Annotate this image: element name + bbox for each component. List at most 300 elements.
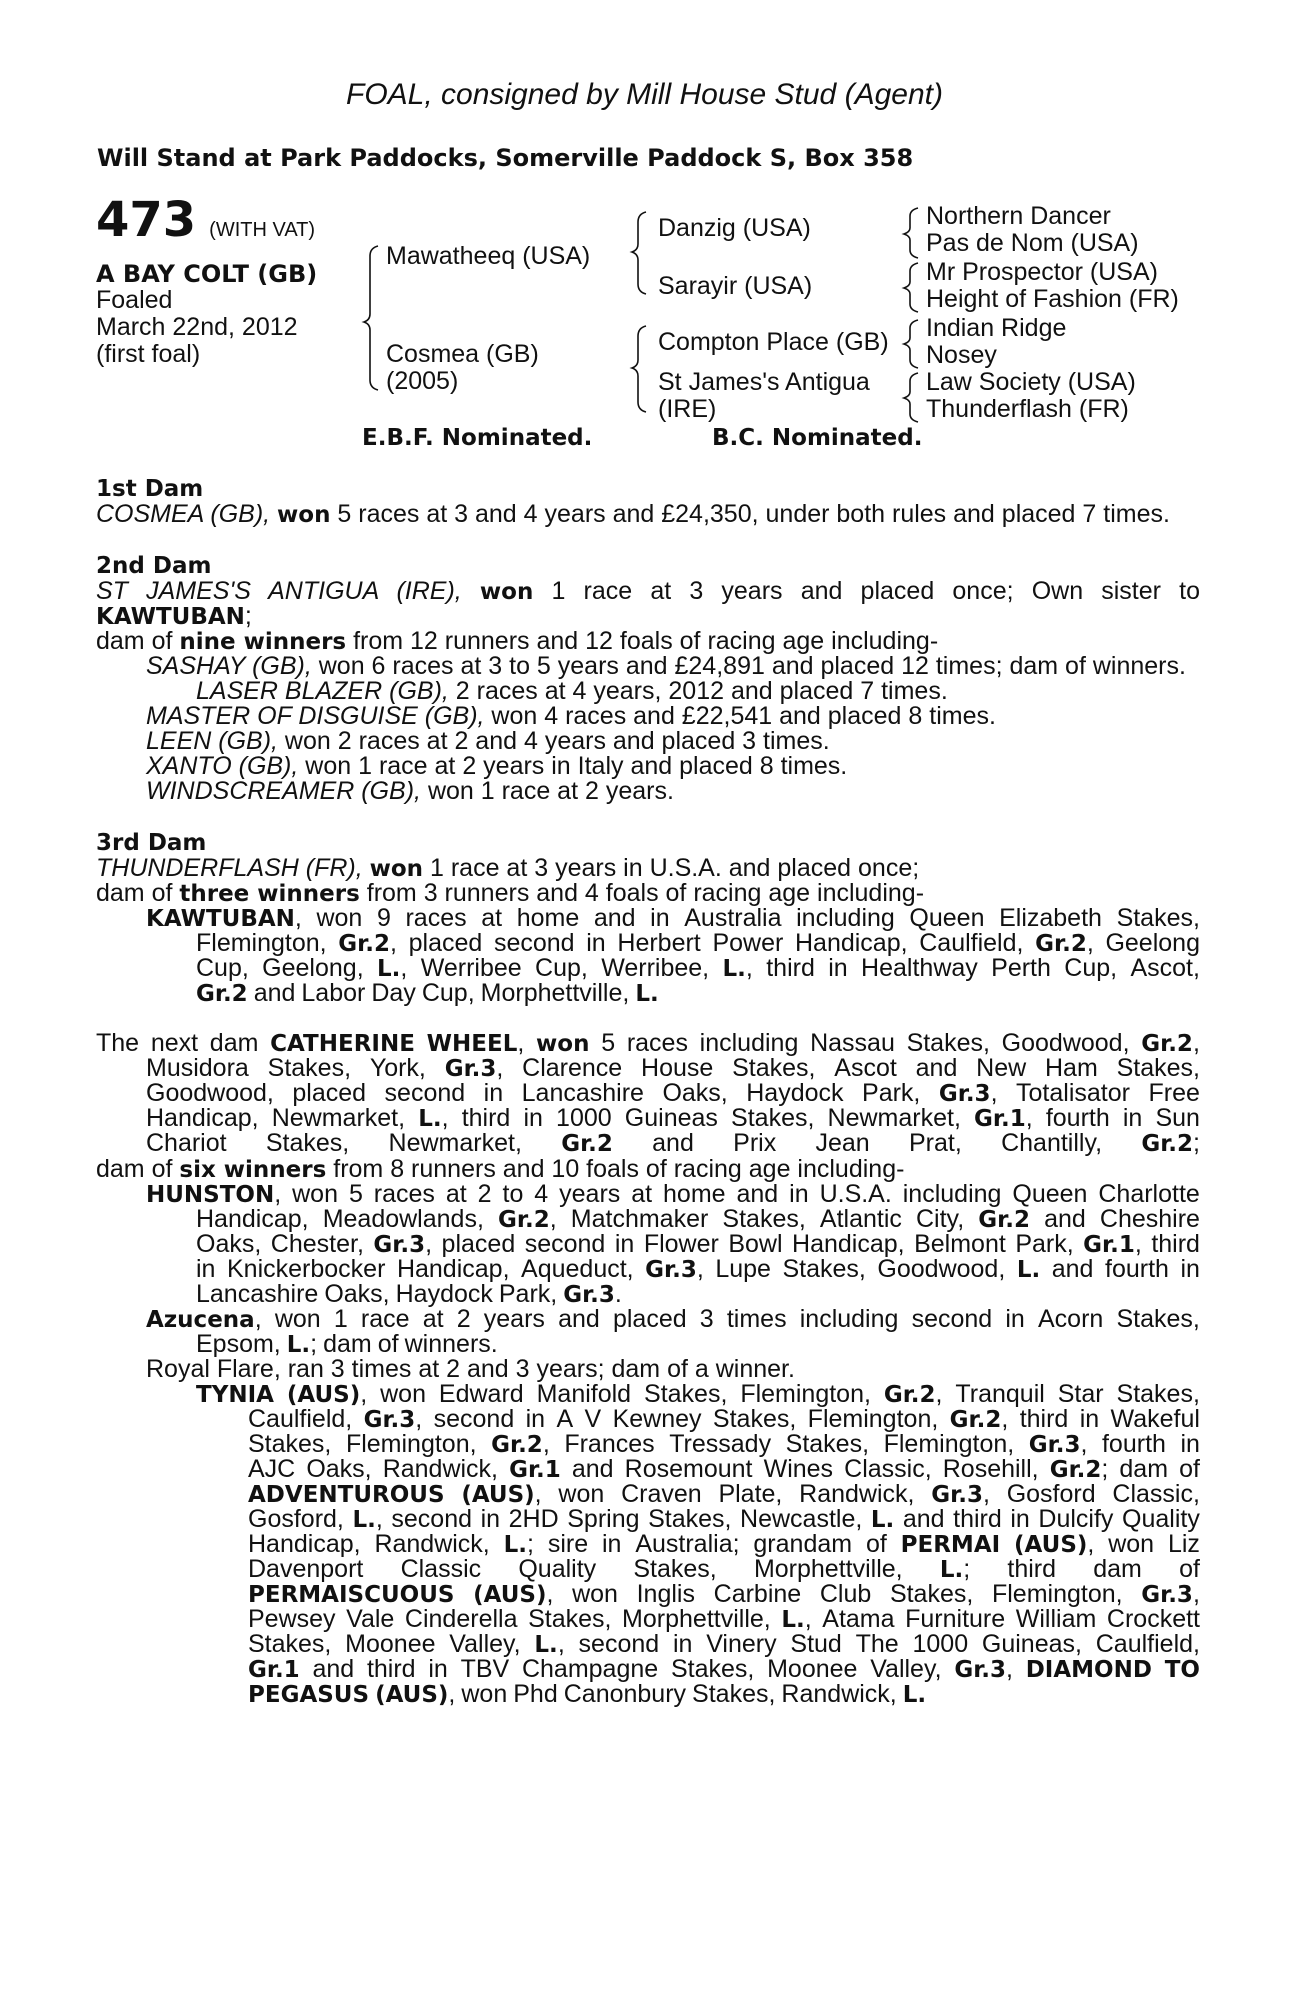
- text: years: [559, 1180, 621, 1208]
- text: Manifold: [536, 1380, 632, 1408]
- text: Chantilly,: [1001, 1129, 1103, 1157]
- word: [377, 906, 391, 932]
- text: Handicap,: [396, 1255, 510, 1283]
- text: in: [789, 1180, 809, 1208]
- word: [401, 1557, 482, 1583]
- text: won: [1108, 1530, 1155, 1558]
- text: City,: [916, 1205, 965, 1233]
- text: Stakes,: [248, 1430, 332, 1458]
- text: Randwick,: [374, 1530, 490, 1558]
- dam-of-post: from 12 runners and 12 foals of racing age including-: [346, 627, 939, 655]
- text: Tressady: [669, 1430, 772, 1458]
- lot-name: A BAY COLT (GB): [96, 260, 318, 288]
- text: U.S.A.: [819, 1180, 892, 1208]
- text: Club: [819, 1580, 872, 1608]
- word: [781, 1682, 896, 1708]
- text: ,: [534, 1480, 542, 1508]
- text: Australia: [684, 904, 782, 932]
- text: of: [1179, 1455, 1200, 1483]
- text: Handicap,: [248, 1530, 361, 1558]
- text: ,: [360, 1380, 368, 1408]
- third-dam-name: THUNDERFLASH (FR),: [96, 854, 363, 882]
- text: Craven: [621, 1480, 702, 1508]
- text: Park,: [1015, 1230, 1074, 1258]
- bold-text: PERMAISCUOUS: [248, 1582, 455, 1608]
- second-dam-line-1: [96, 579, 1200, 605]
- first-dam-name: COSMEA (GB),: [96, 500, 271, 528]
- text: Oaks,: [662, 1079, 728, 1107]
- text: Labor: [301, 979, 366, 1007]
- text: ,: [542, 1430, 550, 1458]
- text: and: [571, 1455, 614, 1483]
- text: ,: [935, 1380, 943, 1408]
- text: dam: [1093, 1555, 1142, 1583]
- text: Goodwood,: [877, 1255, 1006, 1283]
- text: 2HD: [508, 1505, 559, 1533]
- bold-text: Gr.2: [978, 1207, 1030, 1233]
- bold-text: L.: [534, 1632, 558, 1658]
- text: ,: [1001, 1405, 1009, 1433]
- text: Stakes,: [722, 1205, 806, 1233]
- text: at: [422, 1305, 444, 1333]
- text: at: [481, 904, 503, 932]
- text: Stakes,: [712, 1405, 797, 1433]
- second-dam-name: ST JAMES'S ANTIGUA (IRE),: [96, 577, 462, 605]
- first-dam-won: won: [277, 502, 331, 528]
- word: [602, 1532, 621, 1558]
- text: third: [1019, 1405, 1069, 1433]
- bold-text: Gr.2: [491, 1432, 543, 1458]
- text: Newmarket,: [827, 1104, 961, 1132]
- text: third: [766, 954, 815, 982]
- bold-text: TO: [1164, 1657, 1200, 1683]
- text: won: [461, 1680, 508, 1708]
- text: second: [524, 1230, 606, 1258]
- bold-text: KAWTUBAN: [146, 906, 295, 932]
- text: 2: [477, 1180, 492, 1208]
- text: Spring: [567, 1505, 640, 1533]
- text: Meadowlands,: [322, 1205, 484, 1233]
- bold-text: WHEEL: [426, 1031, 518, 1057]
- text: Classic,: [1112, 1480, 1200, 1508]
- text: in: [1005, 1305, 1025, 1333]
- text: Handicap,: [146, 1104, 259, 1132]
- text: Plate,: [718, 1480, 783, 1508]
- text: Werribee,: [601, 954, 710, 982]
- text-line: [146, 1131, 1200, 1157]
- sire-sire: Danzig (USA): [658, 214, 811, 242]
- text: winners.: [404, 1330, 498, 1358]
- text: ,: [294, 904, 302, 932]
- bold-text: Gr.1: [1083, 1232, 1135, 1258]
- bold-text: CATHERINE: [270, 1031, 415, 1057]
- text: Newcastle,: [740, 1505, 863, 1533]
- sire-name: Mawatheeq (USA): [386, 242, 591, 270]
- text: ,: [1192, 1580, 1200, 1608]
- text: Sun: [1155, 1104, 1200, 1132]
- text: William: [1015, 1605, 1097, 1633]
- word: [461, 1682, 507, 1708]
- text: Guineas: [624, 1104, 718, 1132]
- text: ,: [1134, 1230, 1142, 1258]
- text: A: [556, 1405, 574, 1433]
- text: Stakes,: [1116, 904, 1200, 932]
- text: Flemington,: [196, 929, 327, 957]
- bold-text: L.: [1016, 1257, 1041, 1283]
- text: Totalisator: [1016, 1079, 1130, 1107]
- word: [367, 1657, 416, 1683]
- text: Morphettville,: [480, 979, 630, 1007]
- dam-dam-country: (IRE): [658, 395, 717, 423]
- text: in: [614, 1230, 635, 1258]
- word: [1017, 1257, 1040, 1283]
- text: and: [253, 979, 296, 1007]
- progeny-item: [146, 704, 996, 729]
- text: in: [586, 929, 606, 957]
- progeny-record: 2 races at 4 years, 2012 and placed 7 times.: [448, 677, 948, 705]
- word: [1052, 1257, 1094, 1283]
- text: Oaks,: [196, 1230, 262, 1258]
- word: [564, 1682, 686, 1708]
- text: Furniture: [905, 1605, 1006, 1633]
- word: [723, 956, 753, 982]
- bold-text: Gr.2: [949, 1407, 1002, 1433]
- bc-nominated: B.C. Nominated.: [712, 425, 923, 451]
- text: second: [391, 1505, 473, 1533]
- dam-name: Cosmea (GB): [386, 340, 539, 368]
- text: Stakes,: [692, 1680, 776, 1708]
- bold-text: Gr.3: [645, 1257, 697, 1283]
- text: at: [631, 1180, 653, 1208]
- dam-of-pre: dam of: [96, 879, 180, 907]
- text: Cup,: [196, 954, 249, 982]
- text: 1000: [912, 1630, 969, 1658]
- progeny-record: won 1 race at 2 years in Italy and placed 8 times.: [298, 752, 848, 780]
- ped-dds: Law Society (USA): [926, 368, 1136, 396]
- word: [301, 981, 365, 1007]
- text: Lancashire: [196, 1280, 319, 1308]
- text: Stakes,: [1116, 1380, 1200, 1408]
- text: Aqueduct,: [521, 1255, 634, 1283]
- bold-text: (AUS): [1014, 1532, 1088, 1558]
- bold-text: Gr.2: [1141, 1131, 1194, 1157]
- bold-text: Gr.3: [1028, 1432, 1081, 1458]
- word: [389, 1131, 522, 1157]
- text: including: [902, 1180, 1002, 1208]
- word: [991, 956, 1051, 982]
- ped-sds: Mr Prospector (USA): [926, 258, 1158, 286]
- text: Free: [1148, 1079, 1200, 1107]
- word: [196, 981, 248, 1007]
- text: Queen: [1012, 1180, 1088, 1208]
- text: Valley,: [870, 1655, 942, 1683]
- text: next: [150, 1029, 199, 1057]
- text: Charlotte: [1098, 1180, 1200, 1208]
- text: Carbine: [713, 1580, 802, 1608]
- word: [1064, 956, 1117, 982]
- dam-of-count: nine winners: [179, 629, 347, 655]
- bold-text: Gr.1: [248, 1657, 300, 1683]
- text: ,: [1192, 1029, 1200, 1057]
- bold-text: (AUS): [286, 1382, 361, 1408]
- ped-sss: Northern Dancer: [926, 202, 1111, 230]
- word: [422, 981, 475, 1007]
- text: Caulfield,: [919, 929, 1024, 957]
- text: Epsom,: [196, 1330, 281, 1358]
- text: Clarence: [522, 1054, 623, 1082]
- text: Queen: [909, 904, 985, 932]
- text: races: [405, 904, 467, 932]
- text: Caulfield,: [248, 1405, 353, 1433]
- word: [861, 956, 978, 982]
- text: races: [373, 1180, 435, 1208]
- text: dam: [323, 1330, 372, 1358]
- text: second: [578, 1630, 660, 1658]
- word: [1180, 1257, 1199, 1283]
- text: fourth: [1101, 1430, 1166, 1458]
- text: including: [699, 1029, 799, 1057]
- third-dam-won: won: [369, 856, 424, 882]
- word: [613, 1307, 687, 1333]
- text: Stakes,: [889, 1580, 974, 1608]
- text: won: [274, 1305, 321, 1333]
- word: [1165, 1657, 1200, 1683]
- text: ,: [254, 1305, 262, 1333]
- text: 5: [601, 1029, 616, 1057]
- text: ;: [527, 1530, 534, 1558]
- text: ,: [1086, 929, 1094, 957]
- bold-text: L.: [286, 1332, 311, 1358]
- progeny-item: [146, 754, 847, 779]
- word: [645, 1257, 704, 1283]
- text: Liz: [1167, 1530, 1200, 1558]
- word: [248, 1657, 300, 1683]
- text: ,: [696, 1255, 704, 1283]
- word: [982, 1632, 1082, 1658]
- bold-text: Gr.3: [954, 1657, 1006, 1683]
- text: Rosemount: [624, 1455, 753, 1483]
- text: won: [292, 1180, 338, 1208]
- text: of: [377, 1330, 399, 1358]
- sire-dam: Sarayir (USA): [658, 272, 813, 300]
- text: Dulcify: [1038, 1505, 1114, 1533]
- text: Randwick,: [799, 1480, 915, 1508]
- text: and: [915, 1054, 958, 1082]
- second-dam-record: 1 race at 3 years and placed once; Own sister to: [533, 577, 1200, 605]
- text: won: [572, 1580, 618, 1608]
- bold-text: L.: [870, 1507, 895, 1533]
- word: [692, 1682, 775, 1708]
- progeny-name: WINDSCREAMER (GB),: [146, 777, 421, 805]
- text: ,: [549, 1205, 557, 1233]
- text: Gosford: [1006, 1480, 1096, 1508]
- lot-note: (first foal): [96, 340, 201, 368]
- progeny-record: won 2 races at 2 and 4 years and placed 3 times.: [277, 727, 830, 755]
- text: races: [626, 1029, 688, 1057]
- text: Rosehill,: [942, 1455, 1039, 1483]
- text: second: [911, 1305, 993, 1333]
- progeny-record: won 6 races at 3 to 5 years and £24,891 and placed 12 times; dam of winners.: [311, 652, 1186, 680]
- royal-flare-entry: Royal Flare, ran 3 times at 2 and 3 years; dam of a winner.: [146, 1355, 795, 1383]
- text: Gosford,: [248, 1505, 344, 1533]
- text: Moonee: [767, 1655, 858, 1683]
- text: Stakes,: [267, 1054, 352, 1082]
- text: Park,: [862, 1079, 921, 1107]
- text: Atlantic: [819, 1205, 902, 1233]
- text: Stakes,: [785, 1430, 870, 1458]
- text: in: [196, 1255, 216, 1283]
- bold-text: Gr.2: [196, 981, 248, 1007]
- text: Geelong,: [262, 954, 364, 982]
- text: Cinderella: [404, 1605, 518, 1633]
- text: won: [316, 904, 363, 932]
- word: [1001, 1131, 1102, 1157]
- text: second: [493, 929, 575, 957]
- ped-sdd: Height of Fashion (FR): [926, 285, 1179, 313]
- word: [513, 1682, 557, 1708]
- bold-text: PERMAI: [900, 1532, 1001, 1558]
- bold-text: Gr.2: [1049, 1457, 1102, 1483]
- text: ,: [496, 1054, 504, 1082]
- text: third: [461, 1104, 511, 1132]
- text: Musidora: [146, 1054, 249, 1082]
- text: Flemington,: [740, 1380, 871, 1408]
- text: 1: [333, 1305, 348, 1333]
- bold-text: (AUS): [461, 1482, 535, 1508]
- text: Matchmaker: [570, 1205, 709, 1233]
- progeny-item: [146, 654, 1186, 679]
- text: dam: [1119, 1455, 1169, 1483]
- word: [306, 1457, 371, 1483]
- text: New: [976, 1054, 1027, 1082]
- foaled-label: Foaled: [96, 286, 173, 314]
- progeny-item: [196, 679, 948, 704]
- word: [491, 1432, 550, 1458]
- text: Stud: [790, 1630, 842, 1658]
- first-dam-text: [96, 502, 1170, 528]
- progeny-item: [146, 779, 674, 804]
- text: ;: [963, 1555, 971, 1583]
- bold-text: Gr.1: [974, 1106, 1026, 1132]
- dam-dam: St James's Antigua: [658, 368, 870, 396]
- progeny-name: LEEN (GB),: [146, 727, 278, 755]
- word: [766, 956, 815, 982]
- word: [556, 1106, 612, 1132]
- second-dam-sister-end: ;: [244, 602, 252, 630]
- dam-sire: Compton Place (GB): [658, 328, 889, 356]
- bold-text: L.: [781, 1607, 805, 1633]
- text: won: [558, 1480, 605, 1508]
- first-dam-heading: 1st Dam: [96, 476, 204, 502]
- dam-of-count: six winners: [179, 1157, 327, 1183]
- word: [561, 1131, 613, 1157]
- text: 5: [348, 1180, 363, 1208]
- text: ,: [448, 1680, 456, 1708]
- bold-text: HUNSTON: [146, 1182, 275, 1208]
- text: V: [584, 1405, 602, 1433]
- progeny-name: LASER BLAZER (GB),: [196, 677, 449, 705]
- text: Star: [1057, 1380, 1104, 1408]
- text: in: [1180, 1430, 1200, 1458]
- text: years: [483, 1305, 545, 1333]
- text: Canonbury: [563, 1680, 687, 1708]
- word: [1010, 1507, 1029, 1533]
- bold-text: L.: [902, 1682, 927, 1708]
- text: grandam: [753, 1530, 853, 1558]
- text: times: [726, 1305, 787, 1333]
- text: Park,: [498, 1280, 558, 1308]
- text: ;: [310, 1330, 318, 1358]
- text: Ham: [1045, 1054, 1098, 1082]
- word: [903, 1682, 926, 1708]
- text: Moonee: [345, 1630, 436, 1658]
- text: Frances: [564, 1430, 655, 1458]
- word: [1105, 1257, 1169, 1283]
- text: of: [1179, 1555, 1200, 1583]
- text: Cup,: [1064, 954, 1118, 982]
- ped-dss: Indian Ridge: [926, 314, 1067, 342]
- text: Wakeful: [1110, 1405, 1200, 1433]
- text: Flower: [643, 1230, 719, 1258]
- text: in: [1122, 1104, 1143, 1132]
- text: won: [380, 1380, 426, 1408]
- text: Wines: [763, 1455, 834, 1483]
- word: [146, 1131, 227, 1157]
- text: Stakes,: [906, 1029, 990, 1057]
- word: [1026, 1657, 1152, 1683]
- third-dam-record: 1 race at 3 years in U.S.A. and placed once;: [423, 854, 920, 882]
- word: [727, 1307, 787, 1333]
- word: [396, 1282, 493, 1308]
- text: Oaks,: [306, 1455, 372, 1483]
- text: Chester,: [270, 1230, 364, 1258]
- text: ,: [1080, 1430, 1088, 1458]
- word: [1096, 1632, 1200, 1658]
- text: Phd: [513, 1680, 558, 1708]
- text: 3: [699, 1305, 714, 1333]
- word: [700, 1307, 714, 1333]
- lot-number-value: 473: [96, 192, 197, 248]
- text: Handicap,: [794, 929, 908, 957]
- text: Lancashire: [521, 1079, 644, 1107]
- text: Ascot,: [1130, 954, 1200, 982]
- text: ,: [745, 954, 753, 982]
- text: ,: [389, 929, 397, 957]
- word: [196, 956, 249, 982]
- word: [254, 981, 296, 1007]
- text: Stakes,: [648, 1505, 732, 1533]
- bold-text: L.: [418, 1106, 442, 1132]
- bold-text: Gr.3: [363, 1407, 416, 1433]
- text: home: [663, 1180, 726, 1208]
- text: Nassau: [810, 1029, 895, 1057]
- text: Australia;: [635, 1530, 740, 1558]
- text: 2: [456, 1305, 471, 1333]
- word: [953, 1507, 1002, 1533]
- text: in: [428, 1655, 448, 1683]
- text: placed: [292, 1079, 367, 1107]
- bold-text: PEGASUS: [248, 1682, 370, 1708]
- text: Classic: [400, 1555, 482, 1583]
- text: Guineas,: [981, 1630, 1082, 1658]
- text: Flemington,: [991, 1580, 1123, 1608]
- text: TBV: [460, 1655, 510, 1683]
- text: in: [1180, 1255, 1200, 1283]
- text: Werribee: [420, 954, 522, 982]
- bold-text: ADVENTUROUS: [248, 1482, 445, 1508]
- text: dam: [209, 1029, 259, 1057]
- text: ,: [517, 1029, 525, 1057]
